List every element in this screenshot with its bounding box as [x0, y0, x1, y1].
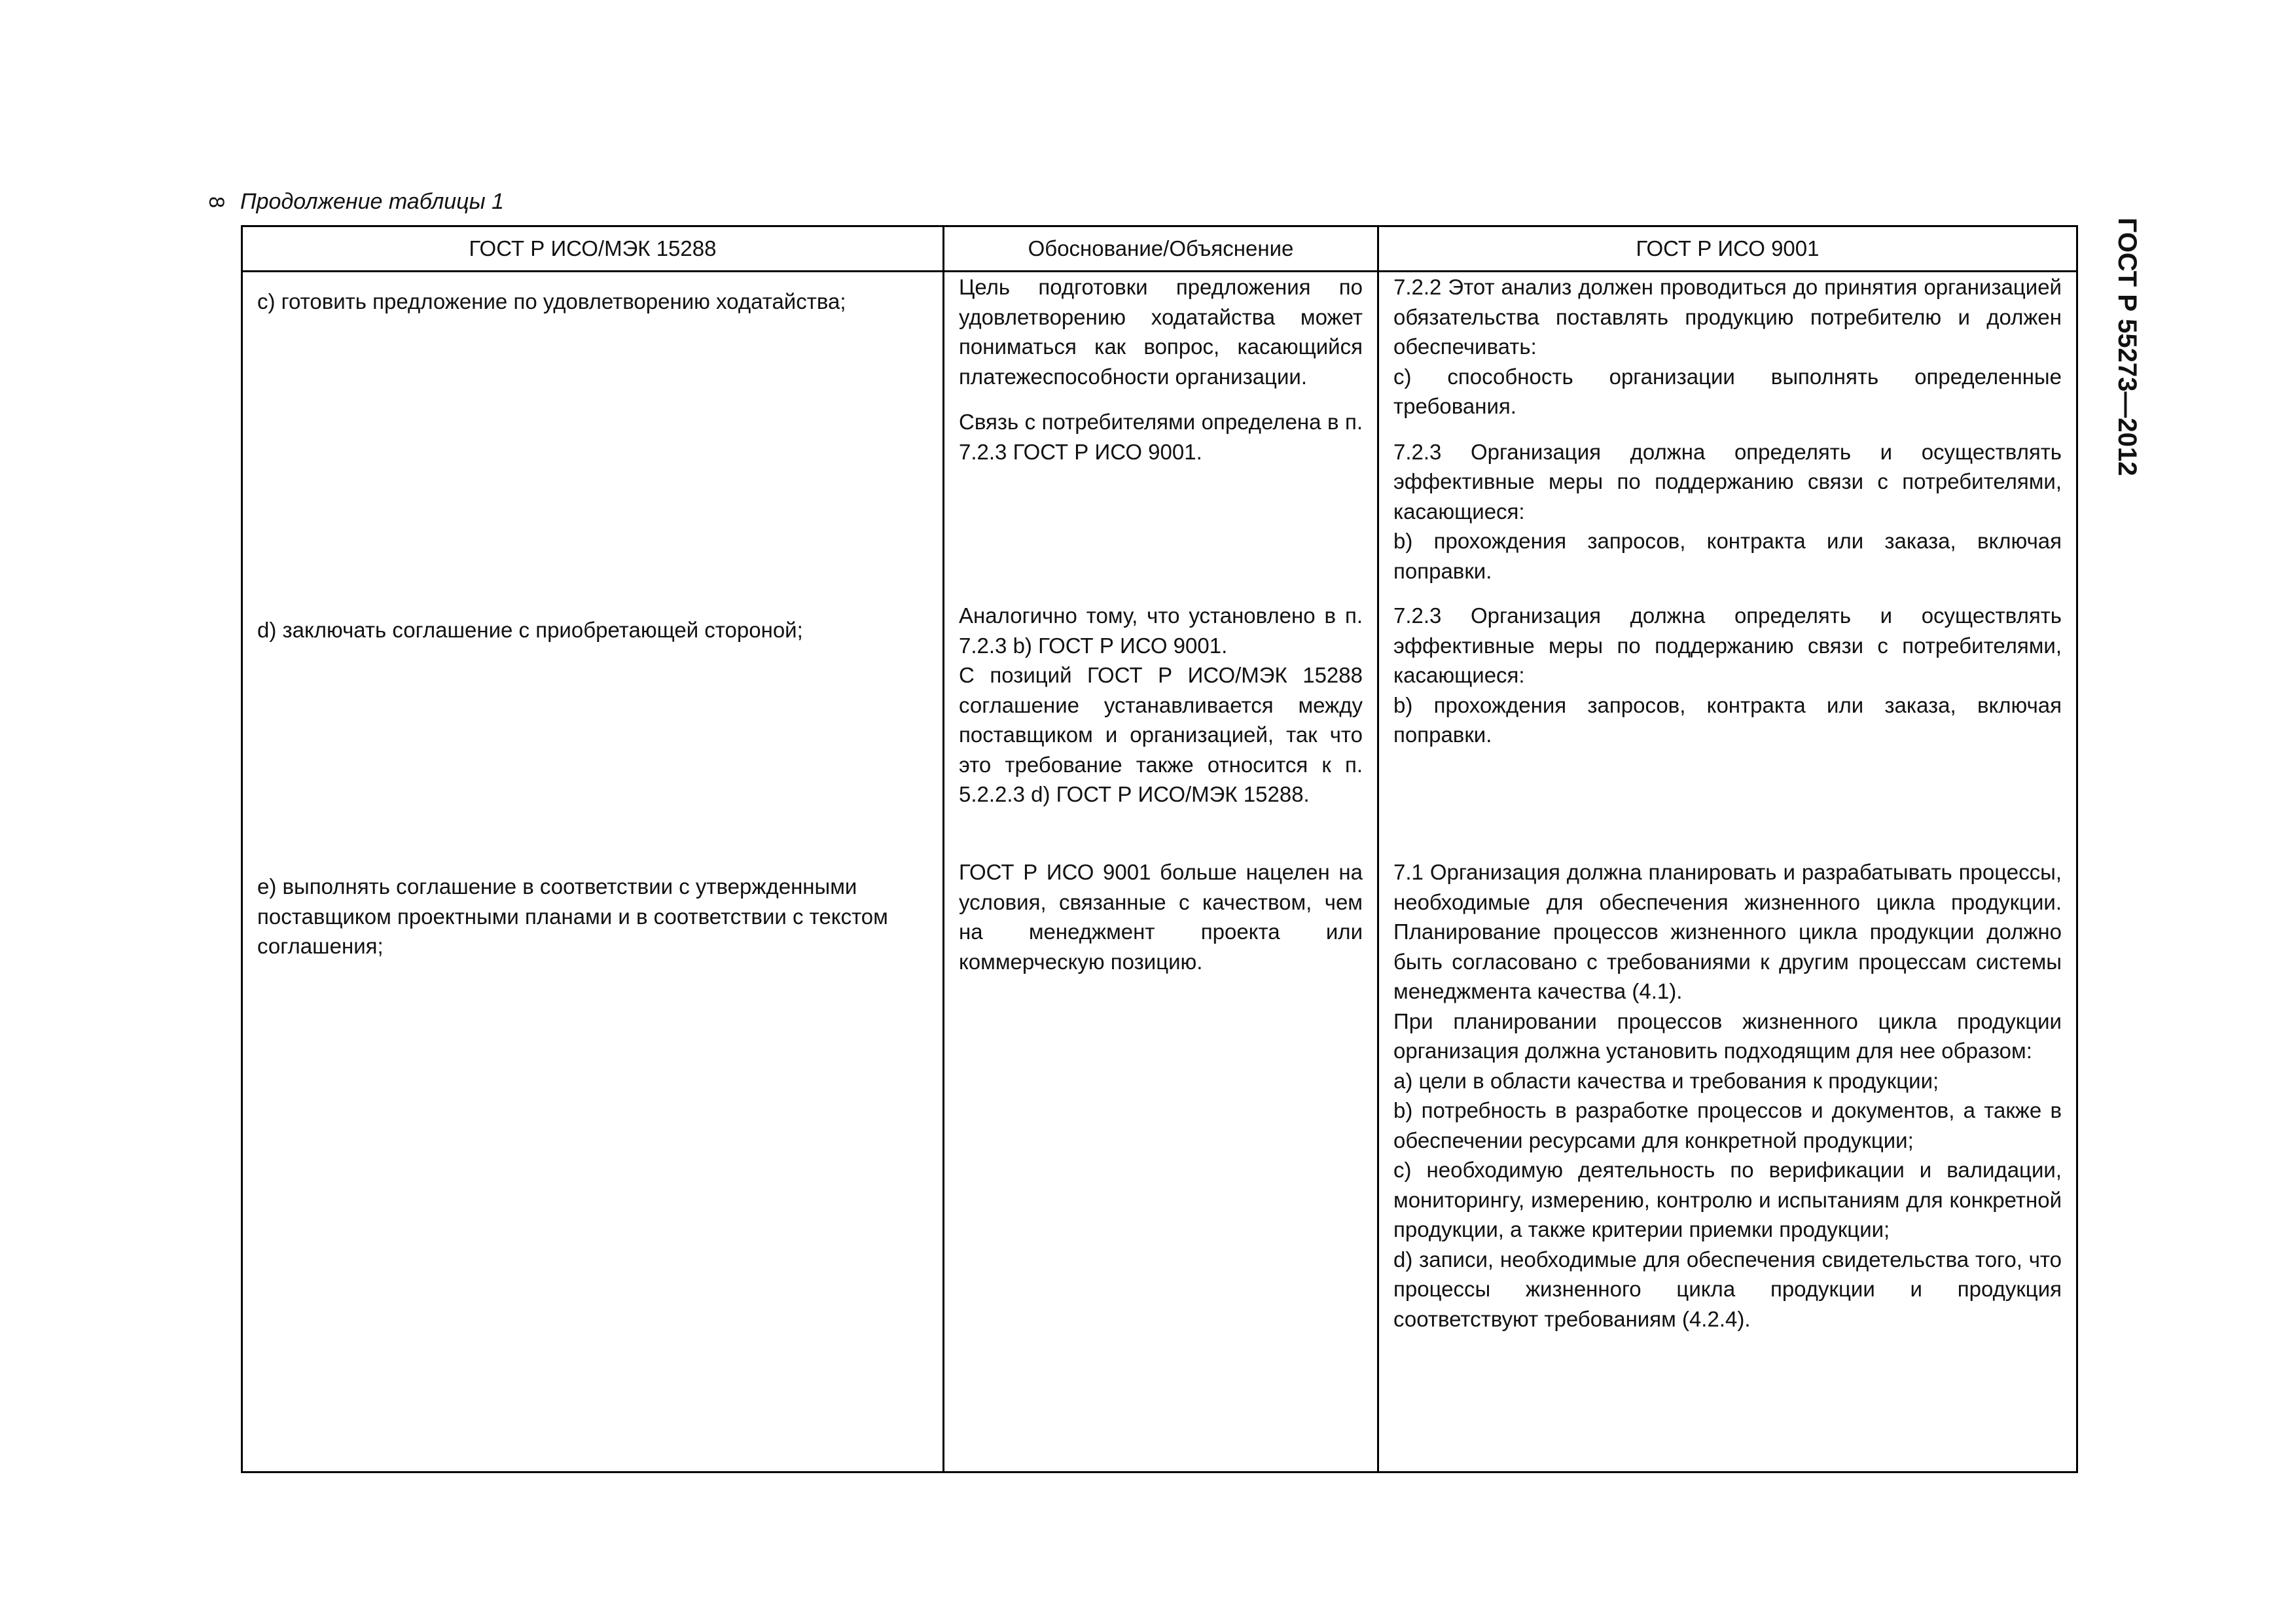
- table-row: [242, 857, 2077, 1472]
- list-item: a) цели в области качества и требования к продукции;: [1393, 1068, 1939, 1093]
- table-header-row: [242, 226, 2077, 272]
- list-item: d) записи, необходимые для обеспечения свидетельства того, что процессы жизненного цикла продукции и продукция соответствуют требованиям (4.2.4).: [1393, 1247, 2062, 1331]
- justification-block: [944, 272, 1377, 391]
- paragraph: Связь с потребителями определена в п. 7.2.3 ГОСТ Р ИСО 9001.: [959, 410, 1363, 464]
- justification-cell: [944, 272, 1378, 601]
- column-header-iso15288: ГОСТ Р ИСО/МЭК 15288: [242, 226, 944, 272]
- paragraph: c) способность организации выполнять определенные требования.: [1393, 364, 2062, 418]
- table-caption: Продолжение таблицы 1: [240, 189, 504, 214]
- document-code: ГОСТ Р 55273—2012: [2113, 217, 2142, 476]
- requirement-text: e) выполнять соглашение в соответствии с утвержденными поставщиком проектными планами и в соответствии с текстом соглашения;: [257, 874, 888, 958]
- requirement-cell: [242, 601, 944, 857]
- list-item: c) необходимую деятельность по верификации и валидации, мониторингу, измерению, контролю и испытаниям для конкретной продукции, а также критерии приемки продукции;: [1393, 1158, 2062, 1241]
- paragraph: При планировании процессов жизненного цикла продукции организация должна установить подходящим для нее образом:: [1393, 1008, 2062, 1063]
- justification-cell: [944, 857, 1378, 1472]
- justification-block: [944, 407, 1377, 467]
- iso9001-cell: [1378, 601, 2077, 857]
- requirement-cell: [242, 272, 944, 601]
- table-row: [242, 272, 2077, 601]
- paragraph: Цель подготовки предложения по удовлетворению ходатайства может пониматься как вопрос, касающийся платежеспособности организации.: [959, 275, 1363, 389]
- justification-block: [944, 857, 1377, 976]
- justification-block: [944, 601, 1377, 810]
- iso9001-block: [1379, 601, 2076, 750]
- requirement-text: d) заключать соглашение с приобретающей стороной;: [257, 618, 803, 642]
- paragraph: 7.2.3 Организация должна определять и осуществлять эффективные меры по поддержанию связи с потребителями, касающиеся:: [1393, 603, 2062, 687]
- paragraph: b) прохождения запросов, контракта или заказа, включая поправки.: [1393, 692, 2062, 747]
- list-item: b) потребность в разработке процессов и документов, а также в обеспечении ресурсами для конкретной продукции;: [1393, 1098, 2062, 1152]
- iso9001-block: [1379, 857, 2076, 1334]
- justification-cell: [944, 601, 1378, 857]
- paragraph: ГОСТ Р ИСО 9001 больше нацелен на условия, связанные с качеством, чем на менеджмент проекта или коммерческую позицию.: [959, 860, 1363, 974]
- paragraph: Аналогично тому, что установлено в п. 7.2.3 b) ГОСТ Р ИСО 9001.: [959, 603, 1363, 658]
- page-number: 8: [205, 196, 228, 208]
- paragraph: С позиций ГОСТ Р ИСО/МЭК 15288 соглашение устанавливается между поставщиком и организацией, так что это требование также относится к п. 5.2.2.3 d) ГОСТ Р ИСО/МЭК 15288.: [959, 663, 1363, 806]
- iso9001-cell: [1378, 272, 2077, 601]
- paragraph: 7.1 Организация должна планировать и разрабатывать процессы, необходимые для обеспечения жизненного цикла продукции. Планирование процессов жизненного цикла продукции должно быть согласовано с требованиями к другим процессам системы менеджмента качества (4.1).: [1393, 860, 2062, 1003]
- paragraph: 7.2.2 Этот анализ должен проводиться до принятия организацией обязательства поставлять продукцию потребителю и должен обеспечивать:: [1393, 275, 2062, 359]
- iso9001-cell: [1378, 857, 2077, 1472]
- comparison-table: [241, 225, 2078, 1473]
- requirement-text: c) готовить предложение по удовлетворению ходатайства;: [257, 289, 846, 313]
- table-row: [242, 601, 2077, 857]
- requirement-cell: [242, 857, 944, 1472]
- iso9001-block: [1379, 272, 2076, 421]
- paragraph: 7.2.3 Организация должна определять и осуществлять эффективные меры по поддержанию связи с потребителями, касающиеся:: [1393, 439, 2062, 524]
- column-header-justification: Обоснование/Объяснение: [944, 226, 1378, 272]
- paragraph: b) прохождения запросов, контракта или заказа, включая поправки.: [1393, 529, 2062, 583]
- iso9001-block: [1379, 437, 2076, 586]
- column-header-iso9001: ГОСТ Р ИСО 9001: [1378, 226, 2077, 272]
